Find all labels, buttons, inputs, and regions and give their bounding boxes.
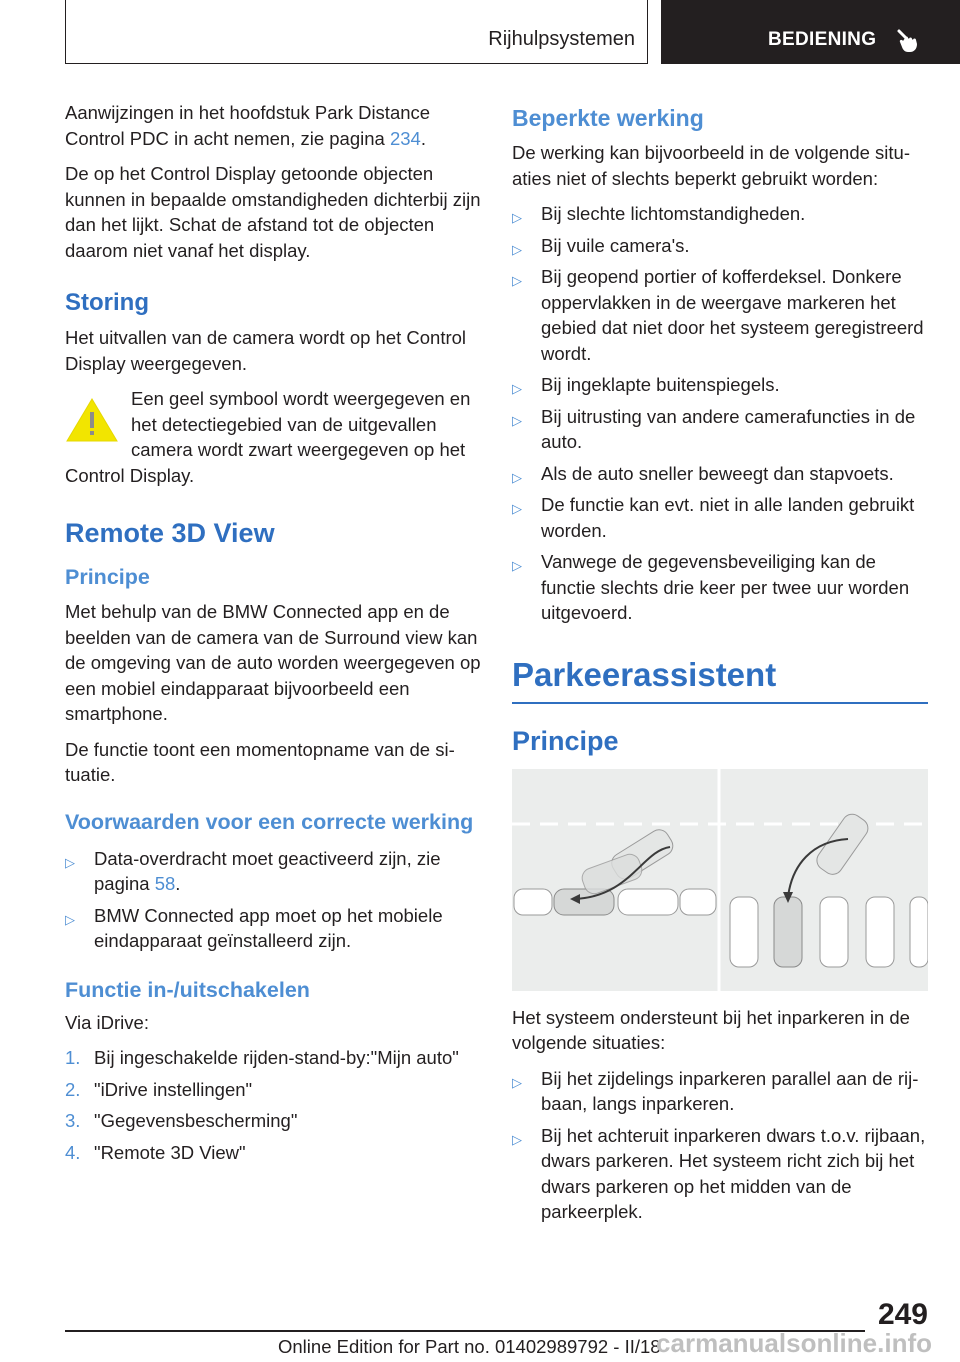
functie-steps — [65, 1045, 482, 1165]
list-item: ▷ Vanwege de gegevensbeveiliging kan de functie slechts drie keer per twee uur worden uitgevoerd. — [512, 551, 910, 623]
remote-3d-view-heading: Remote 3D View — [65, 518, 275, 548]
page-number: 249 — [877, 1298, 928, 1331]
principe-heading-right: Principe — [512, 725, 619, 756]
parking-diagram — [512, 769, 928, 991]
warning-text-tail: Control Display. — [65, 464, 195, 486]
triangle-bullet-icon: ▷ — [65, 854, 75, 870]
list-item: ▷ Bij het zijdelings inparkeren parallel aan de rijbaan, langs inparkeren. — [512, 1067, 919, 1114]
warning-text: Een geel symbool wordt weergegeven en het detectiegebied van de uitgevallen camera wordt zwart weergegeven op het — [131, 388, 471, 460]
list-item: ▷ Bij uitrusting van andere camerafuncties in de auto. — [512, 405, 916, 452]
beperkte-paragraph: De werking kan bijvoorbeeld in de volgende situaties niet of slechts beperkt gebruikt worden: — [512, 142, 910, 189]
step-item: 1. Bij ingeschakelde rijden-stand-by:"Mijn auto" — [65, 1047, 459, 1068]
list-item: ▷ Bij slechte lichtomstandigheden. — [512, 201, 928, 227]
header-chapter-title: BEDIENING — [768, 29, 877, 50]
left-column — [65, 100, 482, 1171]
functie-intro: Via iDrive: — [65, 1011, 149, 1033]
parkeer-list — [512, 1066, 928, 1225]
list-item: ▷ Bij vuile camera's. — [512, 233, 928, 259]
storing-heading: Storing — [65, 289, 149, 316]
principe-heading-left: Principe — [65, 565, 150, 589]
list-item: ▷ Bij geopend portier of kofferdeksel. Donkere oppervlakken in de weergave markeren het gebied dat niet door het systeem geregistreerd wordt. — [512, 266, 924, 364]
list-item: ▷ Data-overdracht moet geactiveerd zijn, zie pagina 58. — [65, 847, 441, 894]
warning-triangle-icon — [65, 396, 119, 444]
voorwaarden-heading: Voorwaarden voor een correcte werking — [65, 809, 474, 834]
triangle-bullet-icon: ▷ — [512, 1074, 522, 1090]
principe-paragraph-2: De functie toont een momentopname van de situatie. — [65, 738, 455, 785]
header-chapter-box — [661, 0, 960, 64]
principe-paragraph-1: Met behulp van de BMW Connected app en de beelden van de camera van de Surround view kan de omgeving van de auto worden weergegeven op een mobiel eindapparaat bijvoorbeeld een smartphone. — [65, 601, 481, 724]
triangle-bullet-icon: ▷ — [512, 558, 522, 573]
triangle-bullet-icon: ▷ — [512, 501, 522, 516]
page-link-58[interactable]: 58 — [154, 873, 176, 894]
intro-text: Aanwijzingen in het hoofdstuk Park Distance Control PDC in acht nemen, zie pagina — [65, 102, 431, 149]
triangle-bullet-icon: ▷ — [512, 273, 522, 288]
intro-paragraph-2: De op het Control Display getoonde objecten kunnen in bepaalde omstandigheden dichterbij zijn dan het lijkt. Schat de afstand tot de objecten daarom niet vanaf het display. — [65, 163, 481, 261]
footer-edition: Online Edition for Part no. 01402989792 - II/18 — [278, 1336, 661, 1357]
page-header — [0, 0, 960, 66]
parking-illustration — [512, 769, 928, 991]
page-link-234[interactable]: 234 — [389, 127, 421, 149]
list-item: ▷ Bij ingeklapte buitenspiegels. — [512, 372, 928, 398]
header-section-title: Rijhulpsystemen — [488, 28, 635, 50]
storing-paragraph: Het uitvallen van de camera wordt op het Control Display weergegeven. — [65, 327, 467, 374]
list-item: ▷ BMW Connected app moet op het mobiele eindapparaat geïnstalleerd zijn. — [65, 904, 443, 951]
beperkte-heading: Beperkte werking — [512, 105, 704, 131]
intro-end: . — [420, 127, 426, 149]
step-item: 4. "Remote 3D View" — [65, 1141, 246, 1163]
functie-heading: Functie in-/uitschakelen — [65, 977, 310, 1002]
list-item: ▷ Bij het achteruit inparkeren dwars t.o.v. rijbaan, dwars parkeren. Het systeem richt zich bij het dwars parkeren op het midden van de parkeerplek. — [512, 1124, 926, 1222]
pointing-hand-icon — [895, 26, 923, 54]
step-item: 2. "iDrive instellingen" — [65, 1078, 253, 1100]
header-section-box — [65, 0, 648, 64]
parkeer-paragraph: Het systeem ondersteunt bij het inparkeren in de volgende situaties: — [512, 1006, 910, 1053]
list-item: ▷ De functie kan evt. niet in alle landen gebruikt worden. — [512, 494, 915, 541]
intro-paragraph-1 — [65, 100, 482, 151]
list-item: ▷ Als de auto sneller beweegt dan stapvoets. — [512, 461, 928, 487]
parkeerassistent-heading: Parkeerassistent — [512, 656, 928, 704]
triangle-bullet-icon: ▷ — [512, 1131, 522, 1147]
warning-note — [65, 386, 482, 488]
triangle-bullet-icon: ▷ — [512, 469, 522, 485]
triangle-bullet-icon: ▷ — [65, 911, 75, 927]
triangle-bullet-icon: ▷ — [512, 381, 522, 396]
voorwaarden-list — [65, 846, 482, 954]
triangle-bullet-icon: ▷ — [512, 210, 522, 225]
right-column — [512, 100, 928, 1231]
beperkte-list — [512, 201, 928, 626]
triangle-bullet-icon: ▷ — [512, 241, 522, 257]
triangle-bullet-icon: ▷ — [512, 412, 522, 428]
step-item: 3. "Gegevensbescherming" — [65, 1110, 298, 1131]
watermark: carmanualsonline.info — [656, 1328, 932, 1358]
